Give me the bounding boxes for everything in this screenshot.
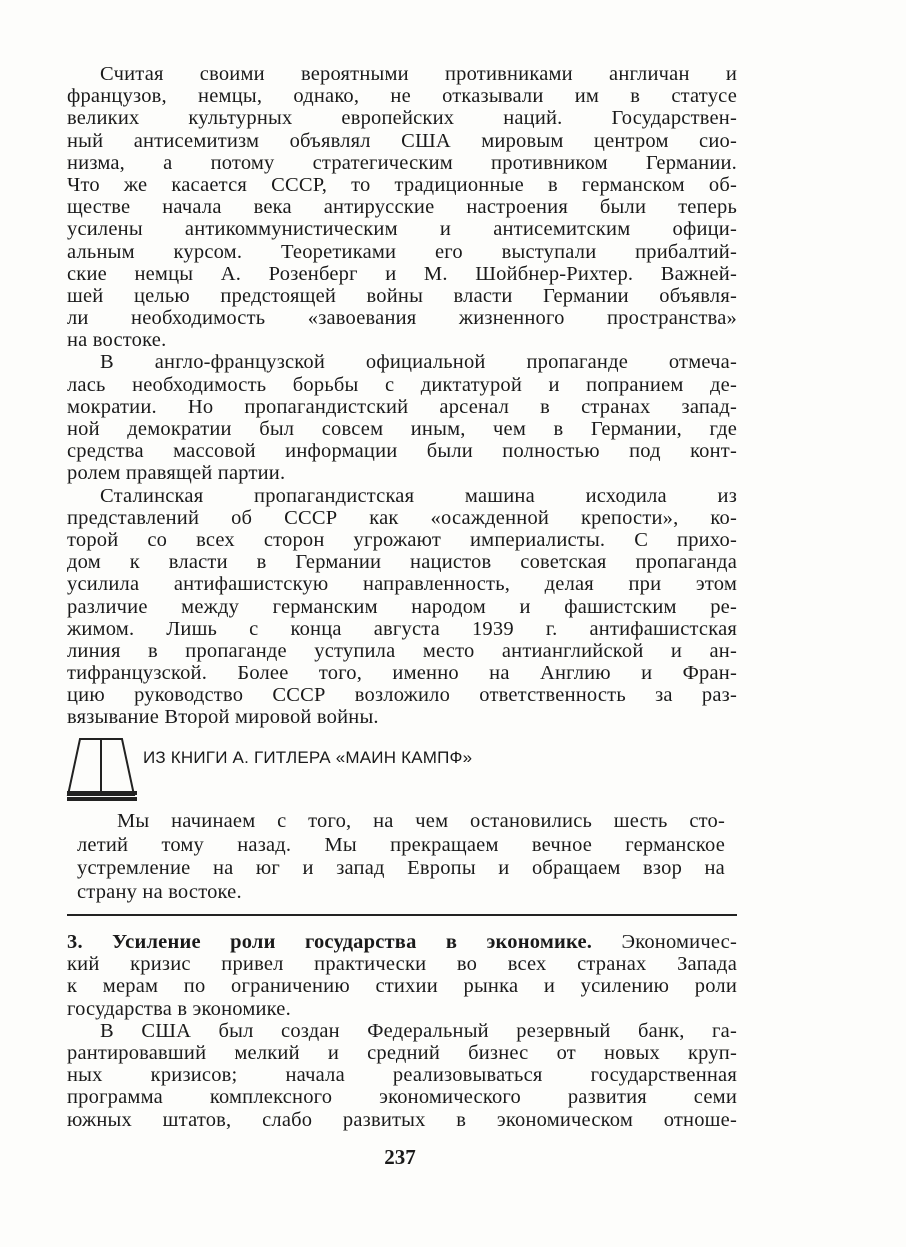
text-line bbox=[67, 618, 737, 640]
text-line bbox=[67, 662, 737, 684]
text-line bbox=[77, 834, 725, 858]
text-line bbox=[67, 640, 737, 662]
paragraph bbox=[67, 63, 737, 351]
section-heading: 3. Усиление роли государства в экономике. bbox=[67, 931, 593, 953]
line-text: летий тому назад. Мы прекращаем вечное германское bbox=[77, 833, 725, 856]
text-line bbox=[67, 573, 737, 595]
text-line bbox=[67, 1109, 737, 1131]
line-text: дом к власти в Германии нацистов советская пропаганда bbox=[67, 551, 737, 574]
text-line bbox=[67, 551, 737, 573]
line-text: ных кризисов; начала реализовываться государственная bbox=[67, 1064, 737, 1087]
text-line bbox=[67, 684, 737, 706]
text-line bbox=[67, 953, 737, 975]
text-line bbox=[67, 130, 737, 152]
section-3-text bbox=[67, 931, 737, 1131]
text-line bbox=[67, 706, 737, 728]
text-line bbox=[67, 975, 737, 997]
text-line bbox=[67, 507, 737, 529]
text-line bbox=[67, 440, 737, 462]
line-text: на востоке. bbox=[67, 329, 167, 352]
text-line bbox=[67, 396, 737, 418]
text-line bbox=[67, 152, 737, 174]
line-text: великих культурных европейских наций. Государствен- bbox=[67, 107, 737, 130]
paragraph bbox=[67, 485, 737, 729]
line-text: шей целью предстоящей войны власти Германии объявля- bbox=[67, 284, 737, 307]
line-text: средства массовой информации были полностью под конт- bbox=[67, 440, 737, 463]
text-line bbox=[77, 881, 725, 905]
text-line bbox=[67, 485, 737, 507]
text-line bbox=[67, 263, 737, 285]
line-text: усилила антифашистскую направленность, делая при этом bbox=[67, 573, 737, 596]
line-text: Что же касается СССР, то традиционные в германском об- bbox=[67, 173, 737, 196]
line-text: линия в пропаганде уступила место антианглийской и ан- bbox=[67, 639, 737, 662]
text-line bbox=[67, 218, 737, 240]
text-line bbox=[67, 307, 737, 329]
line-text: страну на востоке. bbox=[77, 880, 242, 903]
line-text: торой со всех сторон угрожают империалисты. С прихо- bbox=[67, 528, 737, 551]
line-text: вязывание Второй мировой войны. bbox=[67, 706, 379, 729]
text-line bbox=[67, 196, 737, 218]
line-text: Сталинская пропагандистская машина исходила из bbox=[100, 484, 737, 507]
text-line bbox=[67, 418, 737, 440]
line-text: Экономичес- bbox=[592, 931, 737, 953]
text-line bbox=[67, 241, 737, 263]
text-line bbox=[67, 107, 737, 129]
text-line bbox=[67, 529, 737, 551]
section-divider bbox=[67, 914, 737, 916]
line-text: рантировавший мелкий и средний бизнес от новых круп- bbox=[67, 1041, 737, 1064]
line-text: усилены антикоммунистическим и антисемитским офици- bbox=[67, 218, 737, 241]
text-line bbox=[67, 174, 737, 196]
text-line bbox=[67, 285, 737, 307]
main-text bbox=[67, 63, 737, 729]
line-text: лась необходимость борьбы с диктатурой и попранием де- bbox=[67, 373, 737, 396]
line-text: устремление на юг и запад Европы и обращаем взор на bbox=[77, 857, 725, 879]
line-text: государства в экономике. bbox=[67, 997, 291, 1020]
paragraph bbox=[67, 351, 737, 484]
text-line bbox=[67, 596, 737, 618]
paragraph bbox=[67, 1020, 737, 1131]
text-line bbox=[77, 857, 725, 881]
line-text: В англо-французской официальной пропаганде отмеча- bbox=[100, 351, 737, 374]
line-text: ной демократии был совсем иным, чем в Германии, где bbox=[67, 418, 737, 440]
line-text: низма, а потому стратегическим противником Германии. bbox=[67, 151, 737, 174]
text-line bbox=[67, 1042, 737, 1064]
line-text: ские немцы А. Розенберг и М. Шойбнер-Рихтер. Важней- bbox=[67, 262, 737, 285]
line-text: ли необходимость «завоевания жизненного пространства» bbox=[67, 307, 737, 330]
line-text: тифранцузской. Более того, именно на Англию и Фран- bbox=[67, 662, 737, 685]
text-line bbox=[67, 998, 737, 1020]
line-text: французов, немцы, однако, не отказывали им в статусе bbox=[67, 85, 737, 108]
text-line bbox=[67, 329, 737, 351]
text-line bbox=[67, 931, 737, 953]
line-text: В США был создан Федеральный резервный банк, га- bbox=[100, 1019, 737, 1042]
line-text: Мы начинаем с того, на чем остановились шесть сто- bbox=[117, 810, 725, 832]
text-line bbox=[67, 1086, 737, 1108]
text-line bbox=[67, 1064, 737, 1086]
line-text: жимом. Лишь с конца августа 1939 г. антифашистская bbox=[67, 617, 737, 640]
paragraph bbox=[77, 810, 725, 904]
text-line bbox=[77, 810, 725, 834]
quote-text bbox=[77, 810, 725, 904]
line-text: Считая своими вероятными противниками англичан и bbox=[100, 63, 737, 85]
open-book-icon bbox=[66, 737, 138, 808]
source-heading: ИЗ КНИГИ А. ГИТЛЕРА «МАИН КАМПФ» bbox=[143, 748, 473, 767]
line-text: альным курсом. Теоретиками его выступали прибалтий- bbox=[67, 240, 737, 263]
line-text: ный антисемитизм объявлял США мировым центром сио- bbox=[67, 129, 737, 152]
line-text: ществе начала века антирусские настроения были теперь bbox=[67, 196, 737, 219]
line-text: к мерам по ограничению стихии рынка и усилению роли bbox=[67, 975, 737, 998]
text-line bbox=[67, 462, 737, 484]
line-text: кий кризис привел практически во всех странах Запада bbox=[67, 953, 737, 976]
line-text: представлений об СССР как «осажденной крепости», ко- bbox=[67, 506, 737, 529]
line-text: цию руководство СССР возложило ответственность за раз- bbox=[67, 684, 737, 707]
line-text: южных штатов, слабо развитых в экономическом отноше- bbox=[67, 1108, 737, 1131]
text-line bbox=[67, 63, 737, 85]
line-text: мократии. Но пропагандистский арсенал в странах запад- bbox=[67, 395, 737, 418]
line-text: программа комплексного экономического развития семи bbox=[67, 1086, 737, 1109]
line-text: ролем правящей партии. bbox=[67, 462, 286, 485]
text-line bbox=[67, 351, 737, 373]
paragraph bbox=[67, 931, 737, 1020]
text-line bbox=[67, 1020, 737, 1042]
page-number: 237 bbox=[384, 1145, 416, 1169]
text-line bbox=[67, 374, 737, 396]
line-text: различие между германским народом и фашистским ре- bbox=[67, 595, 737, 618]
text-line bbox=[67, 85, 737, 107]
